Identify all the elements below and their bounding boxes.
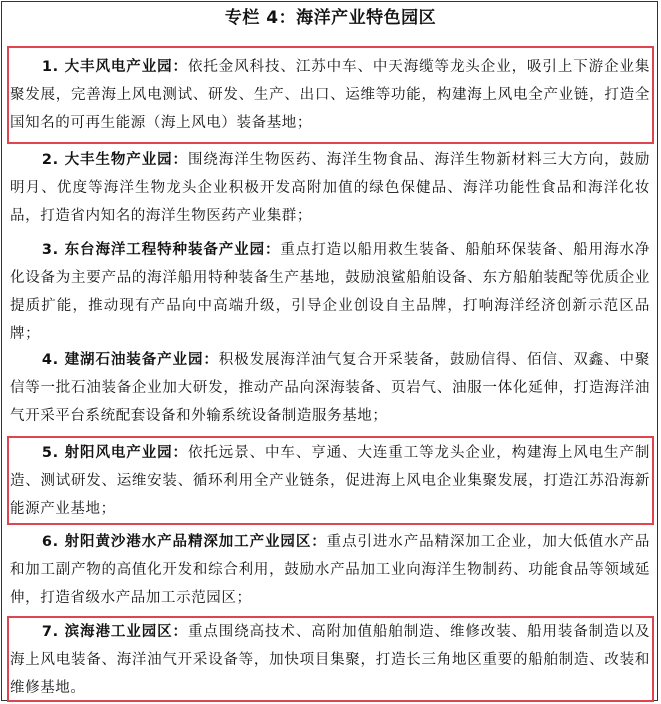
park-description: 重点围绕高技术、高附加值船舶制造、维修改装、船用装备制造以及海上风电装备、海洋油气开采设备等，加快项目集聚，打造长三角地区重要的船舶制造、改装和维修基地。 (10, 624, 651, 696)
park-name: 6. 射阳黄沙港水产品精深加工产业园区： (41, 534, 327, 550)
park-description: 依托金风科技、江苏中车、中天海缆等龙头企业，吸引上下游企业集聚发展，完善海上风电测试、研发、生产、出口、运维等功能，构建海上风电全产业链，打造全国知名的可再生能源（海上风电）装备基地； (10, 59, 651, 131)
park-item-6 (10, 528, 650, 612)
park-item-3 (10, 236, 650, 348)
park-name: 5. 射阳风电产业园： (41, 445, 188, 461)
park-description: 积极发展海洋油气复合开采装备，鼓励信得、佰信、双鑫、中聚信等一批石油装备企业加大研发，推动产品向深海装备、页岩气、油服一体化延伸，打造海洋油气开采平台系统配套设备和外输系统设备制造服务基地； (10, 352, 650, 424)
park-item-2 (10, 146, 650, 230)
park-item-1 (10, 53, 650, 137)
park-description: 重点打造以船用救生装备、船舶环保装备、船用海水净化设备为主要产品的海洋船用特种装备生产基地，鼓励浪鲨船舶设备、东方船舶装配等优质企业提质扩能，推动现有产品向中高端升级，引导企业创设自主品牌，打响海洋经济创新示范区品牌； (10, 242, 650, 342)
park-name: 7. 滨海港工业园区： (41, 624, 188, 640)
park-item-7 (10, 618, 650, 702)
column-title: 专栏 4：海洋产业特色园区 (224, 8, 437, 28)
park-item-5 (10, 439, 650, 523)
park-name: 1. 大丰风电产业园： (41, 59, 188, 75)
park-description: 围绕海洋生物医药、海洋生物食品、海洋生物新材料三大方向，鼓励明月、优度等海洋生物龙头企业积极开发高附加值的绿色保健品、海洋功能性食品和海洋化妆品，打造省内知名的海洋生物医药产业集群； (10, 152, 651, 224)
park-description: 依托远景、中车、亨通、大连重工等龙头企业，构建海上风电生产制造、测试研发、运维安装、循环利用全产业链条，促进海上风电企业集聚发展，打造江苏沿海新能源产业基地； (10, 445, 651, 517)
park-name: 3. 东台海洋工程特种装备产业园： (41, 242, 281, 258)
park-name: 2. 大丰生物产业园： (41, 152, 188, 168)
park-item-4 (10, 346, 650, 430)
park-name: 4. 建湖石油装备产业园： (41, 352, 219, 368)
park-description: 重点引进水产品精深加工企业，加大低值水产品和加工副产物的高值化开发和综合利用，鼓励水产品加工业向海洋生物制药、功能食品等领域延伸，打造省级水产品加工示范园区； (10, 534, 650, 606)
